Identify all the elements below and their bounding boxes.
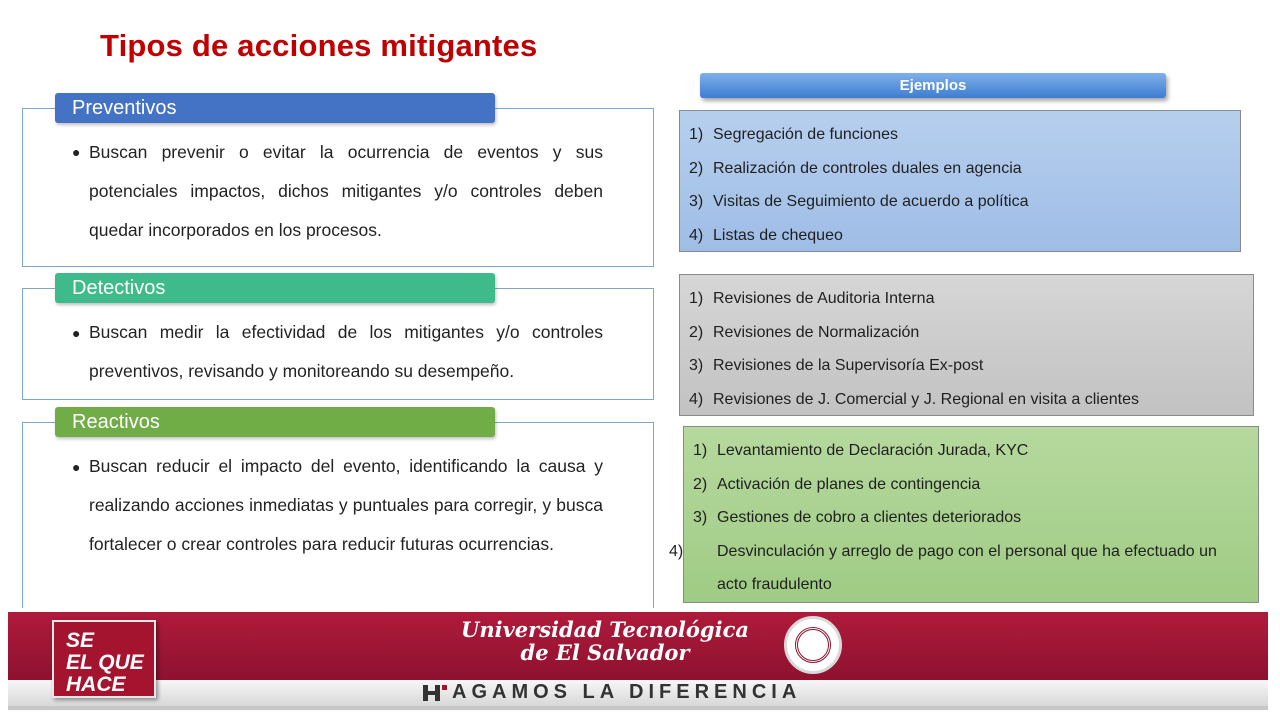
page-title: Tipos de acciones mitigantes [100, 28, 538, 63]
list-item: 2) Realización de controles duales en agencia [689, 159, 1022, 177]
list-item: 2) Activación de planes de contingencia [693, 475, 981, 493]
list-item: 4) Desvinculación y arreglo de pago con el personal que ha efectuado un acto fraudulento [669, 542, 1217, 594]
preventivos-text: Buscan prevenir o evitar la ocurrencia de eventos y sus potenciales impactos, dichos mitigantes y/o controles deben quedar incorporados en los procesos. [89, 142, 603, 240]
reactivos-label: Reactivos [55, 407, 495, 437]
motto-h-icon [422, 684, 450, 702]
list-item: 1) Segregación de funciones [689, 126, 899, 143]
slogan-badge: SE EL QUE HACE [52, 620, 156, 698]
list-item: 3) Visitas de Seguimiento de acuerdo a política [689, 193, 1029, 211]
list-item: 1) Revisiones de Auditoria Interna [689, 290, 935, 307]
university-logo-text: Universidad Tecnológica de El Salvador [461, 617, 749, 665]
list-item: 1) Levantamiento de Declaración Jurada, KYC [693, 442, 1029, 459]
bullet-icon: ● [72, 144, 81, 160]
examples-reactivos-box [669, 426, 1259, 603]
bullet-icon: ● [72, 459, 81, 475]
examples-preventivos-box [679, 110, 1241, 252]
motto-text: AGAMOS LA DIFERENCIA [452, 681, 802, 703]
reactivos-text: Buscan reducir el impacto del evento, identificando la causa y realizando acciones inmediatas y puntuales para corregir, y busca fortalecer o crear controles para reducir futuras ocurrencias. [89, 456, 603, 554]
bullet-icon: ● [72, 325, 81, 341]
list-item: 2) Revisiones de Normalización [689, 323, 920, 341]
examples-header: Ejemplos [700, 73, 1166, 98]
list-item: 3) Gestiones de cobro a clientes deteriorados [693, 509, 1022, 527]
preventivos-label: Preventivos [55, 93, 495, 123]
list-item: 4) Revisiones de J. Comercial y J. Regional en visita a clientes [689, 390, 1139, 408]
university-seal-icon [784, 616, 842, 674]
list-item: 4) Listas de chequeo [689, 226, 843, 244]
detectivos-text: Buscan medir la efectividad de los mitigantes y/o controles preventivos, revisando y monitoreando su desempeño. [89, 322, 603, 381]
list-item: 3) Revisiones de la Supervisoría Ex-post [689, 357, 984, 375]
detectivos-label: Detectivos [55, 273, 495, 303]
examples-detectivos-box [679, 274, 1254, 416]
